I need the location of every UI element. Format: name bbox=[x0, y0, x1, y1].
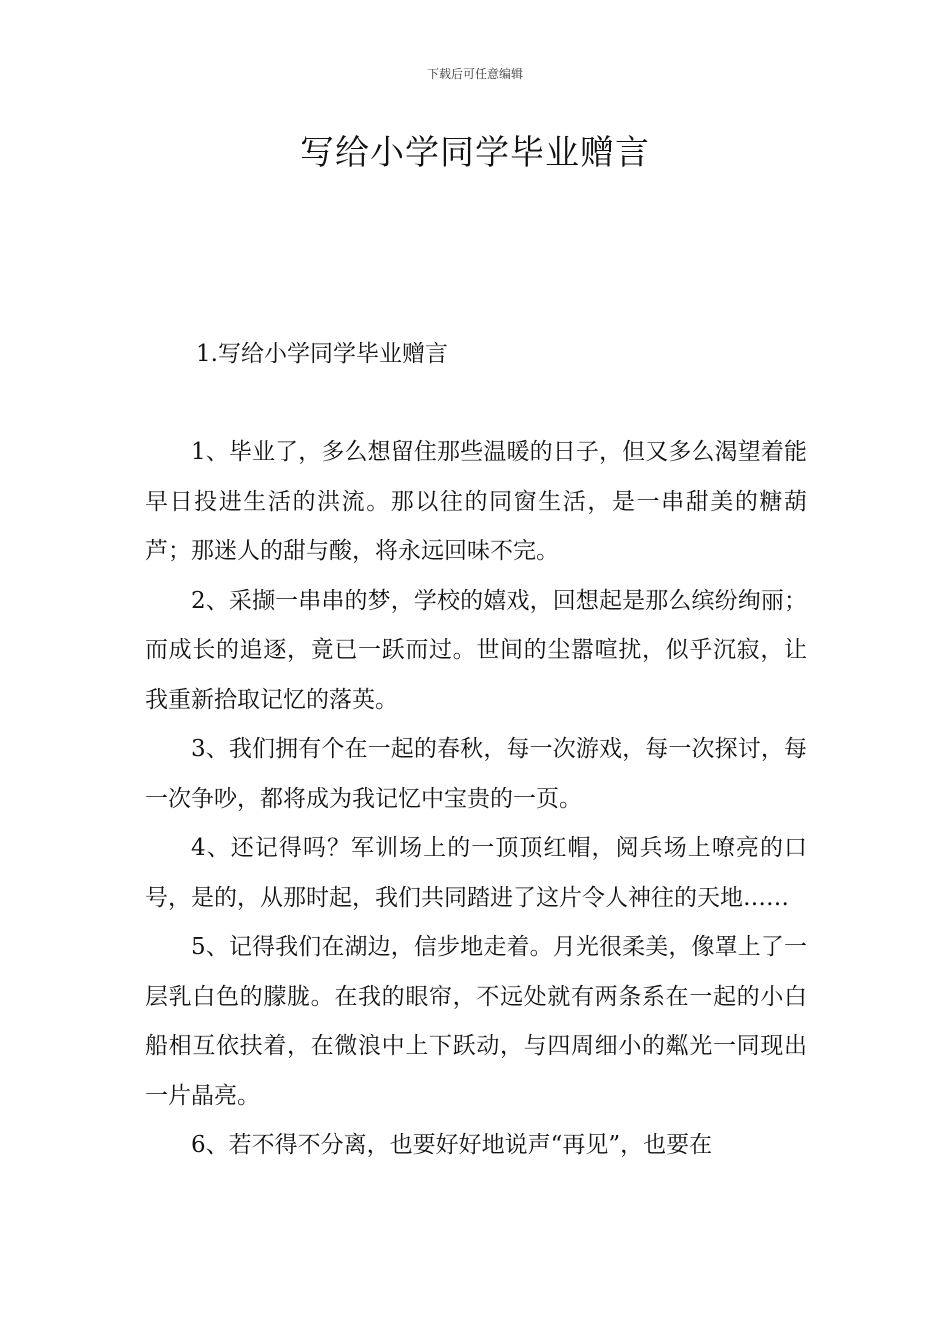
document-body bbox=[145, 428, 807, 1171]
paragraph: 6、若不得不分离，也要好好地说声“再见”，也要在 bbox=[191, 1132, 713, 1158]
paragraph: 2、采撷一串串的梦，学校的嬉戏，回想起是那么缤纷绚丽；而成长的追逐，竟已一跃而过。世间的尘嚣喧扰，似乎沉寂，让我重新拾取记忆的落英。 bbox=[145, 587, 807, 713]
paragraph: 5、记得我们在湖边，信步地走着。月光很柔美，像罩上了一层乳白色的朦胧。在我的眼帘，不远处就有两条系在一起的小白船相互依扶着，在微浪中上下跃动，与四周细小的粼光一同现出一片晶亮。 bbox=[145, 934, 807, 1109]
section-heading: 1.写给小学同学毕业赠言 bbox=[196, 341, 448, 367]
document-title: 写给小学同学毕业赠言 bbox=[300, 133, 650, 173]
page-header-note: 下载后可任意编辑 bbox=[426, 67, 523, 81]
paragraph: 4、还记得吗？军训场上的一顶顶红帽，阅兵场上嘹亮的口号，是的，从那时起，我们共同踏进了这片令人神往的天地…… bbox=[145, 835, 807, 911]
paragraph: 3、我们拥有个在一起的春秋，每一次游戏，每一次探讨，每一次争吵，都将成为我记忆中宝贵的一页。 bbox=[145, 736, 807, 812]
paragraph: 1、毕业了，多么想留住那些温暖的日子，但又多么渴望着能早日投进生活的洪流。那以往的同窗生活，是一串甜美的糖葫芦；那迷人的甜与酸，将永远回味不完。 bbox=[145, 439, 807, 564]
